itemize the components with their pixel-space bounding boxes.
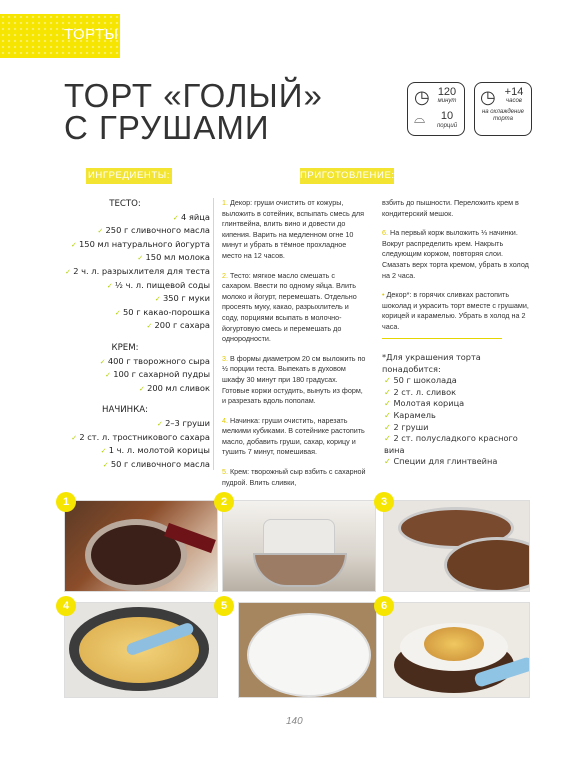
ingredient-item: ✓ 2–3 груши: [40, 417, 210, 431]
category-label: ТОРТЫ: [64, 26, 119, 43]
ingredient-item: ✓ 200 мл сливок: [40, 382, 210, 396]
decor-item: ✓ Молотая корица: [382, 398, 532, 410]
decor-heading: *Для украшения торта понадобится:: [382, 352, 481, 374]
ingredient-item: ✓ 1 ч. л. молотой корицы: [40, 444, 210, 458]
ingredient-item: ✓ 150 мл молока: [40, 251, 210, 265]
step-5: 5. Крем: творожный сыр взбить с сахарной пудрой. Влить сливки,: [222, 467, 366, 487]
ingredient-item: ✓ ½ ч. л. пищевой соды: [40, 279, 210, 293]
photo-number-2: 2: [214, 492, 234, 512]
page-number: 140: [286, 716, 303, 727]
servings-unit: порций: [436, 123, 458, 129]
ingredient-item: ✓ 4 яйца: [40, 211, 210, 225]
step-6: 6. На первый корж выложить ⅓ начинки. Вокруг распределить крем. Накрыть следующим коржом, повторяя слои. Смазать верх торта кремом, убрать в холод на 2 часа.: [382, 228, 529, 280]
step-photo-6: [383, 602, 530, 698]
decor-item: ✓ 2 ст. л. сливок: [382, 387, 532, 399]
step-photo-4: [64, 602, 218, 698]
ingredient-item: ✓ 2 ст. л. тростникового сахара: [40, 431, 210, 445]
recipe-title: [64, 77, 323, 146]
step-3: 3. В формы диаметром 20 см выложить по ½ порции теста. Выпекать в духовом шкафу 30 минут при 180 градусах. Готовые коржи остудить, вынуть из форм, и разрезать вдоль пополам.: [222, 353, 366, 406]
photo-number-6: 6: [374, 596, 394, 616]
cooling-note: на охлаждение торта: [482, 109, 524, 122]
title-line-1: ТОРТ «ГОЛЫЙ»: [64, 77, 323, 114]
cloche-icon: ⌓: [414, 110, 426, 126]
clock-icon: ◷: [414, 87, 430, 107]
decor-item: ✓ Специи для глинтвейна: [382, 456, 532, 468]
servings-value: 10: [440, 110, 454, 122]
decor-item: ✓ Карамель: [382, 410, 532, 422]
filling-heading: НАЧИНКА:: [102, 405, 148, 416]
ingredient-item: ✓ 400 г творожного сыра: [40, 355, 210, 369]
cream-heading: КРЕМ:: [111, 342, 139, 353]
ingredient-item: ✓ 50 г сливочного масла: [40, 458, 210, 472]
photo-number-5: 5: [214, 596, 234, 616]
cooling-badge: [474, 82, 532, 136]
ingredients-header: ИНГРЕДИЕНТЫ:: [86, 168, 172, 184]
step-photo-5: [238, 602, 377, 698]
steps-column-1: [222, 198, 367, 497]
time-unit: минут: [437, 98, 457, 104]
photo-number-4: 4: [56, 596, 76, 616]
column-divider: [213, 198, 214, 470]
ingredient-item: ✓ 250 г сливочного масла: [40, 224, 210, 238]
dough-heading: ТЕСТО:: [109, 199, 141, 209]
cooling-value: +14: [504, 86, 524, 98]
step-4: 4. Начинка: груши очистить, нарезать мелкими кубиками. В сотейнике растопить масло, добавить груши, сахар, корицу и тушить 7 минут, помешивая.: [222, 415, 365, 457]
decor-item: ✓ 2 груши: [382, 422, 532, 434]
ingredient-item: ✓ 50 г какао-порошка: [40, 306, 210, 320]
ingredient-item: ✓ 100 г сахарной пудры: [40, 368, 210, 382]
divider-line: [382, 338, 502, 339]
preparation-header: ПРИГОТОВЛЕНИЕ:: [300, 168, 394, 184]
step-photo-3: [383, 500, 530, 592]
decor-item: ✓ 50 г шоколада: [382, 375, 532, 387]
title-line-2: С ГРУШАМИ: [64, 109, 270, 146]
decor-list: [382, 352, 532, 468]
time-value: 120: [437, 86, 457, 98]
ingredient-item: ✓ 350 г муки: [40, 292, 210, 306]
clock-icon: ◷: [480, 87, 496, 107]
time-badge: [407, 82, 465, 136]
photo-number-1: 1: [56, 492, 76, 512]
ingredient-item: ✓ 150 мл натурального йогурта: [40, 238, 210, 252]
photo-number-3: 3: [374, 492, 394, 512]
step-photo-2: [222, 500, 376, 592]
ingredient-item: ✓ 200 г сахара: [40, 319, 210, 333]
ingredients-list: [40, 196, 210, 471]
step-2: 2. Тесто: мягкое масло смешать с сахаром. Ввести по одному яйца. Влить молоко и йогурт, перемешать. Отдельно просеять муку, какао, разрыхлитель и соду, порциями всыпать в молочно-йогуртовую смесь и перемешать до однородности.: [222, 270, 357, 344]
step-5-continued: взбить до пышности. Переложить крем в кондитерский мешок.: [382, 198, 519, 218]
steps-column-2: [382, 198, 532, 342]
step-1: 1. Декор: груши очистить от кожуры, выложить в сотейник, вспыпать смесь для глинтвейна, влить вино и довести до кипения. Варить на медленном огне 10 минут и убрать в тёмное прохладное место на 12 часов.: [222, 198, 365, 260]
ingredient-item: ✓ 2 ч. л. разрыхлителя для теста: [40, 265, 210, 279]
decor-item: ✓ 2 ст. полусладкого красного вина: [382, 433, 532, 456]
cooling-unit: часов: [506, 98, 522, 104]
step-7: • Декор*: в горячих сливках растопить шоколад и украсить торт вместе с грушами, корицей и карамелью. Убрать в холод на 2 часа.: [382, 290, 529, 331]
step-photo-1: [64, 500, 218, 592]
